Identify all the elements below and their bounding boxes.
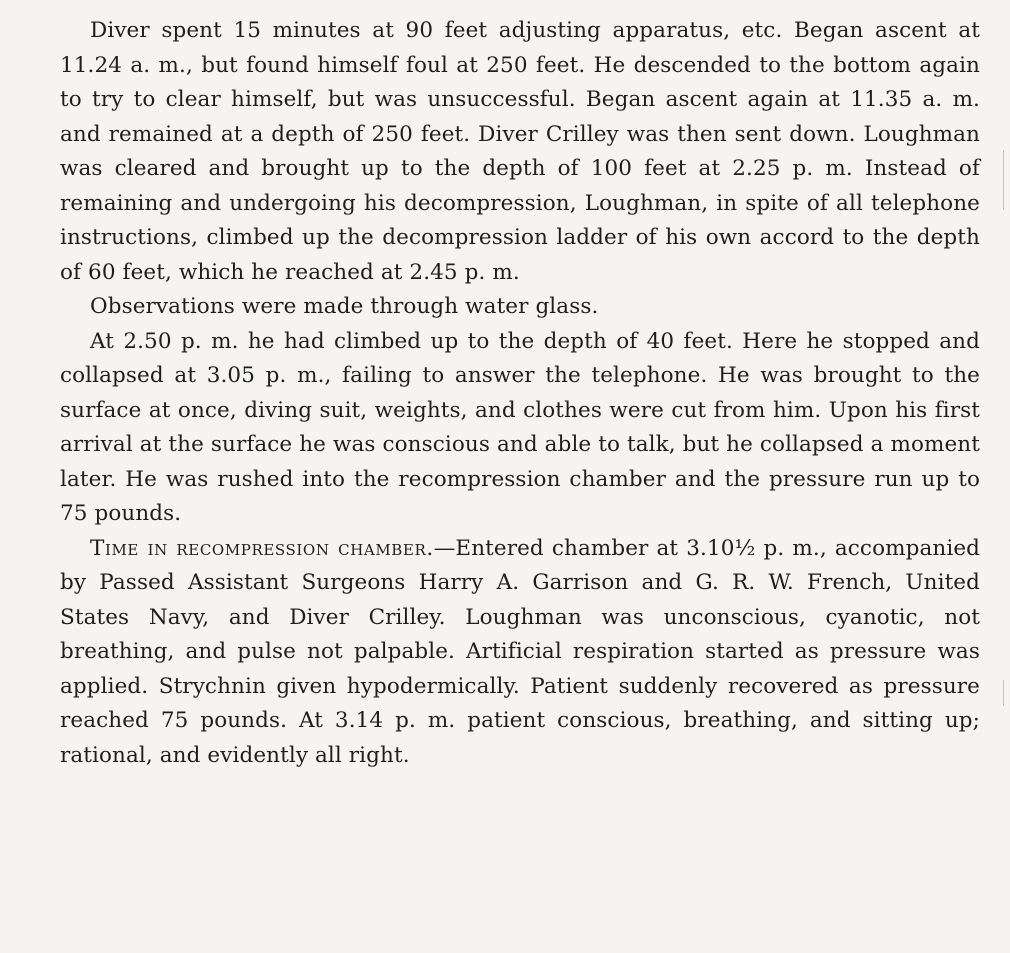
paragraph-text: Observations were made through water glass.: [90, 294, 599, 319]
paragraph-recompression: [60, 532, 980, 774]
paragraph-ascent: [60, 14, 980, 290]
paragraph-collapse: [60, 325, 980, 532]
paragraph-text: Diver spent 15 minutes at 90 feet adjusting apparatus, etc. Began ascent at 11.24 a. m., but found himself foul at 250 feet. He descended to the bottom again to try to clear himself, but was unsuccessful. Began ascent again at 11.35 a. m. and remained at a depth of 250 feet. Diver Crilley was then sent down. Loughman was cleared and brought up to the depth of 100 feet at 2.25 p. m. Instead of remaining and undergoing his decompression, Loughman, in spite of all telephone instructions, climbed up the decompression ladder of his own accord to the depth of 60 feet, which he reached at 2.45 p. m.: [60, 18, 980, 285]
paragraph-text: —Entered chamber at 3.10½ p. m., accompanied by Passed Assistant Surgeons Harry A. Garrison and G. R. W. French, United States Navy, and Diver Crilley. Loughman was unconscious, cyanotic, not breathing, and pulse not palpable. Artificial respiration started as pressure was applied. Strychnin given hypodermically. Patient suddenly recovered as pressure reached 75 pounds. At 3.14 p. m. patient conscious, breathing, and sitting up; rational, and evidently all right.: [60, 535, 980, 768]
document-body: [60, 14, 980, 773]
scan-edge-mark: [1003, 680, 1004, 706]
section-heading: Time in recompression chamber.: [90, 535, 434, 561]
scan-edge-mark: [1003, 150, 1004, 210]
paragraph-text: At 2.50 p. m. he had climbed up to the depth of 40 feet. Here he stopped and collapsed at 3.05 p. m., failing to answer the telephone. He was brought to the surface at once, diving suit, weights, and clothes were cut from him. Upon his first arrival at the surface he was conscious and able to talk, but he collapsed a moment later. He was rushed into the recompression chamber and the pressure run up to 75 pounds.: [60, 328, 980, 526]
paragraph-observations: [60, 290, 980, 325]
